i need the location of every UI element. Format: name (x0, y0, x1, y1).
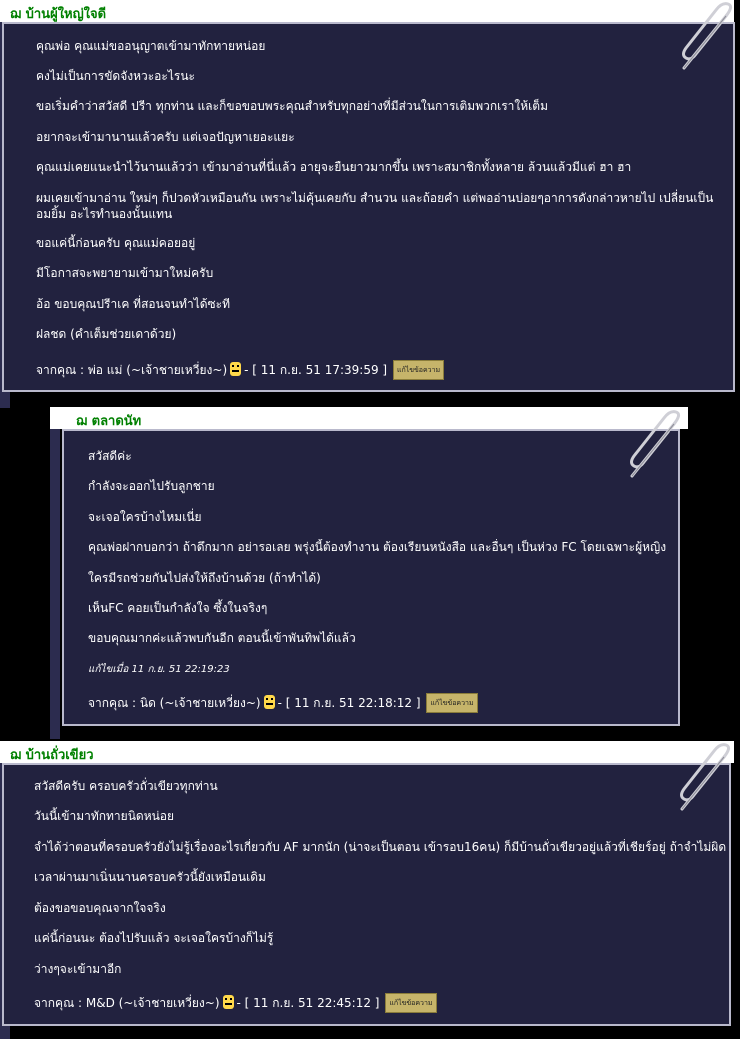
author[interactable]: จากคุณ : พ่อ แม่ (~เจ้าชายเหวี่ยง~) (36, 363, 228, 377)
post-footer (34, 993, 437, 1013)
post-title: ฌ ตลาดนัท (76, 414, 142, 429)
emoticon-icon (230, 362, 241, 376)
post-title: ฌ บ้านผู้ใหญ่ใจดี (10, 7, 107, 22)
post-line: ขอบคุณมากค่ะแล้วพบกันอีก ตอนนี้เข้าพันทิพได้แล้ว (88, 631, 356, 645)
post-line: อยากจะเข้ามานานแล้วครับ แต่เจอปัญหาเยอะแยะ (36, 130, 295, 144)
emoticon-icon (264, 695, 275, 709)
post-line: เห็นFC คอยเป็นกำลังใจ ซึ้งในจริงๆ (88, 601, 268, 615)
timestamp: - [ 11 ก.ย. 51 22:18:12 ] (277, 696, 421, 710)
post-title: ฌ บ้านถั่วเขียว (10, 748, 94, 763)
edited-note: แก้ไขเมื่อ 11 ก.ย. 51 22:19:23 (88, 664, 230, 675)
post-3 (0, 741, 740, 1039)
post-body (2, 763, 731, 1026)
post-line: แค่นี้ก่อนนะ ต้องไปรับแล้ว จะเจอใครบ้างก็ไม่รู้ (34, 931, 274, 945)
post-line: ขอเริ่มคำว่าสวัสดี ปรีา ทุกท่าน และก็ขอขอบพระคุณสำหรับทุกอย่างที่มีส่วนในการเติมพวกเราให้เต็ม (36, 99, 548, 113)
post-line: ฝลชด (คำเต็มช่วยเดาด้วย) (36, 327, 177, 341)
post-footer (88, 693, 478, 713)
post-title-bar (0, 0, 734, 22)
post-line: คุณพ่อ คุณแม่ขออนุญาตเข้ามาทักทายหน่อย (36, 39, 266, 53)
paperclip-icon (624, 410, 690, 482)
edit-button[interactable]: แก้ไขข้อความ (385, 993, 436, 1013)
post-line: ต้องขอขอบคุณจากใจจริง (34, 901, 166, 915)
post-1 (0, 0, 740, 410)
post-shadow (50, 429, 60, 739)
post-line: คงไม่เป็นการขัดจังหวะอะไรนะ (36, 69, 195, 83)
post-line: จำได้ว่าตอนที่ครอบครัวยังไม่รู้เรื่องอะไรเกี่ยวกับ AF มากนัก (น่าจะเป็นตอน เข้ารอบ16คน) ก็มีบ้านถั่วเขียวอยู่แล้วที่เชียร์อยู่ ถ้าจำไม่ผิด (34, 840, 727, 854)
post-line: มีโอกาสจะพยายามเข้ามาใหม่ครับ (36, 266, 214, 280)
paperclip-icon (674, 743, 740, 815)
timestamp: - [ 11 ก.ย. 51 22:45:12 ] (236, 996, 380, 1010)
post-footer (36, 360, 444, 380)
post-line: ผมเคยเข้ามาอ่าน ใหม่ๆ ก็ปวดหัวเหมือนกัน เพราะไม่คุ้นเคยกับ สำนวน และถ้อยคำ แต่พออ่านบ่อยๆอาการดังกล่าวหายไป เปลี่ยนเป็นอมยิ้ม อะไรทำนองนั้นแทน (36, 191, 714, 221)
timestamp: - [ 11 ก.ย. 51 17:39:59 ] (244, 363, 388, 377)
post-line: คุณแม่เคยแนะนำไว้นานแล้วว่า เข้ามาอ่านที่นี่แล้ว อายุจะยืนยาวมากขึ้น เพราะสมาชิกทั้งหลาย ล้วนแล้วมีแต่ ฮา ฮา (36, 160, 632, 174)
post-line: วันนี้เข้ามาทักทายนิดหน่อย (34, 809, 175, 823)
post-line: สวัสดีครับ ครอบครัวถั่วเขียวทุกท่าน (34, 779, 218, 793)
post-2 (50, 407, 690, 740)
post-line: อ้อ ขอบคุณปรีาเค ที่สอนจนทำได้ซะที (36, 297, 231, 311)
post-line: ว่างๆจะเข้ามาอีก (34, 962, 122, 976)
post-line: คุณพ่อฝากบอกว่า ถ้าดึกมาก อย่ารอเลย พรุ่งนี้ต้องทำงาน ต้องเรียนหนังสือ และอื่นๆ เป็นห่วง FC โดยเฉพาะผู้หญิง (88, 540, 667, 554)
emoticon-icon (223, 995, 234, 1009)
post-line: สวัสดีค่ะ (88, 449, 132, 463)
author[interactable]: จากคุณ : M&D (~เจ้าชายเหวี่ยง~) (34, 996, 220, 1010)
post-line: เวลาผ่านมาเนิ่นนานครอบครัวนี้ยังเหมือนเดิม (34, 870, 266, 884)
edit-button[interactable]: แก้ไขข้อความ (426, 693, 477, 713)
paperclip-icon (676, 2, 740, 74)
post-title-bar (50, 407, 688, 429)
post-line: จะเจอใครบ้างไหมเนี่ย (88, 510, 202, 524)
post-line: ใครมีรถช่วยกันไปส่งให้ถึงบ้านด้วย (ถ้าทำได้) (88, 571, 321, 585)
post-line: ขอแค่นี้ก่อนครับ คุณแม่คอยอยู่ (36, 236, 196, 250)
edit-button[interactable]: แก้ไขข้อความ (393, 360, 444, 380)
post-title-bar (0, 741, 734, 763)
author[interactable]: จากคุณ : นิด (~เจ้าชายเหวี่ยง~) (88, 696, 261, 710)
post-line: กำลังจะออกไปรับลูกชาย (88, 479, 215, 493)
